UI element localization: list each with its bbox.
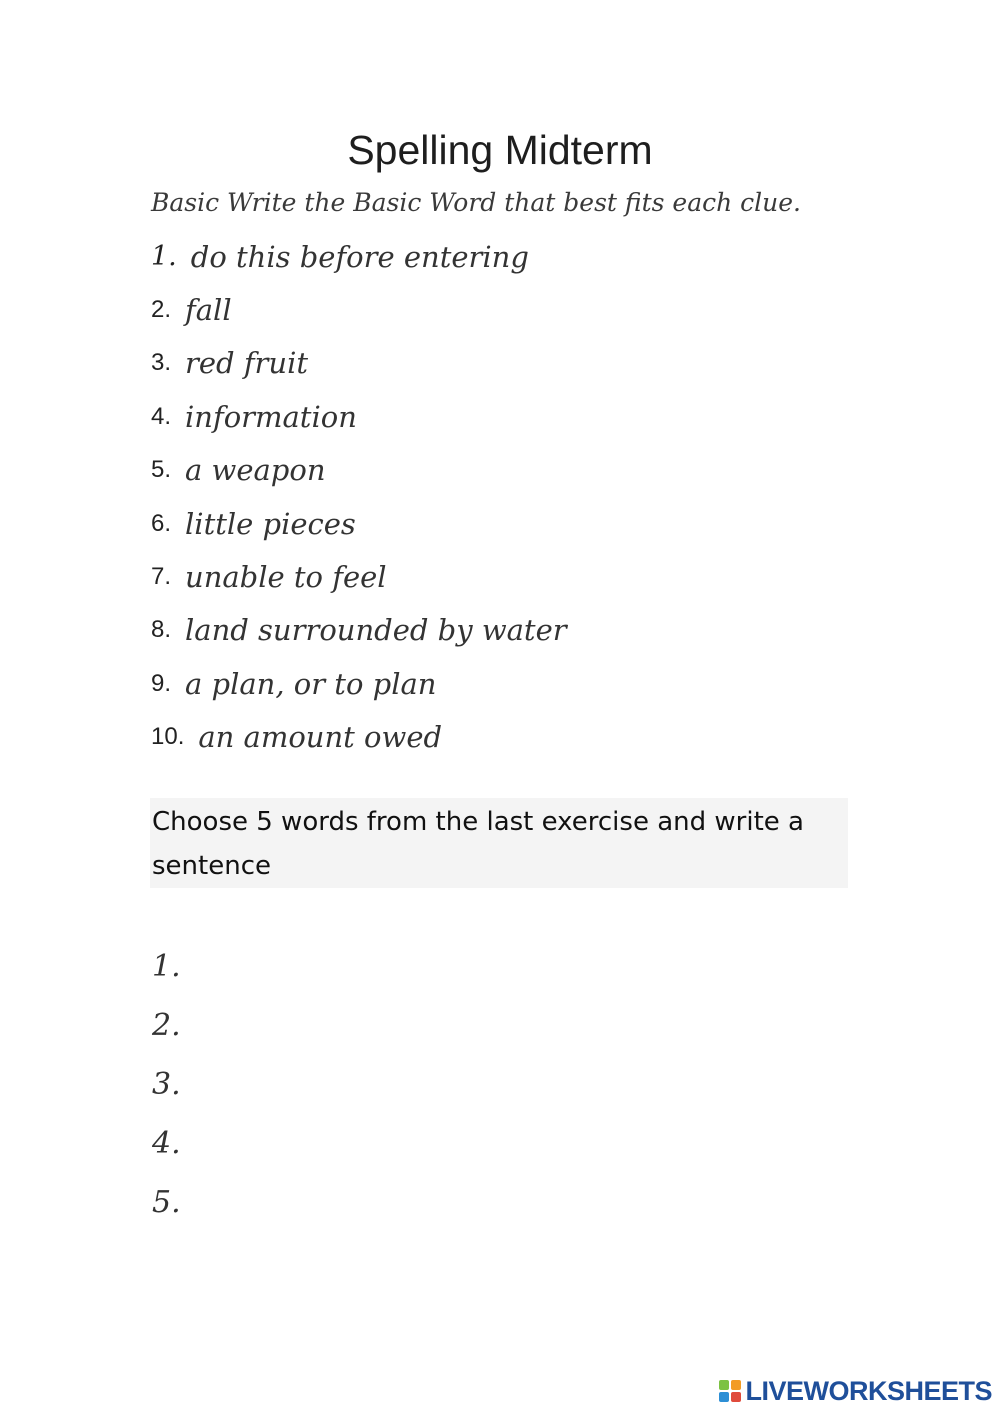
clue-number: 2. [151,296,172,324]
answer-line[interactable] [152,937,181,996]
answer-line[interactable] [152,1055,181,1114]
clue-number: 7. [151,563,172,591]
liveworksheets-logo [719,1375,992,1407]
clue-item [151,444,567,497]
answer-list [152,937,181,1232]
sentence-task-text: Choose 5 words from the last exercise and write a sentence [152,807,804,881]
answer-number: 3. [152,1067,181,1102]
clue-text: land surrounded by water [185,613,567,648]
clue-number: 4. [151,402,172,430]
clue-item [151,604,567,657]
logo-tile-green [719,1380,729,1390]
clue-number: 8. [151,616,172,644]
logo-tile-blue [719,1392,729,1402]
clue-text: a plan, or to plan [185,666,437,701]
clue-item [151,283,567,336]
answer-number: 5. [152,1185,181,1220]
logo-tile-red [731,1392,741,1402]
clue-item [151,711,567,764]
answer-line[interactable] [152,996,181,1055]
clue-item [151,337,567,390]
clue-text: fall [185,293,232,328]
clue-text: an amount owed [198,720,443,755]
logo-tile-orange [731,1380,741,1390]
clue-text: unable to feel [185,560,387,595]
instructions-text: Basic Write the Basic Word that best fits each clue. [151,188,801,217]
answer-line[interactable] [152,1114,181,1173]
sentence-task-box [150,798,848,888]
page-title: Spelling Midterm [347,127,653,173]
clue-text: red fruit [185,346,309,381]
clue-item [151,390,567,443]
logo-mark-icon [719,1380,741,1402]
clue-number: 6. [151,509,172,537]
clue-text: a weapon [185,453,326,488]
clue-number: 5. [151,456,172,484]
answer-line[interactable] [152,1173,181,1232]
clue-number: 3. [151,349,172,377]
clue-text: information [185,399,357,434]
clue-text: little pieces [185,506,356,541]
clue-number: 9. [151,669,172,697]
clue-list [151,230,567,764]
clue-item [151,230,567,283]
clue-item [151,550,567,603]
logo-wordmark: LIVEWORKSHEETS [745,1375,992,1406]
answer-number: 2. [152,1008,181,1043]
clue-number: 10. [151,723,185,751]
answer-number: 1. [152,949,181,984]
clue-item [151,497,567,550]
clue-item [151,657,567,710]
clue-text: do this before entering [190,239,529,274]
clue-number: 1. [151,241,177,273]
answer-number: 4. [152,1126,181,1161]
